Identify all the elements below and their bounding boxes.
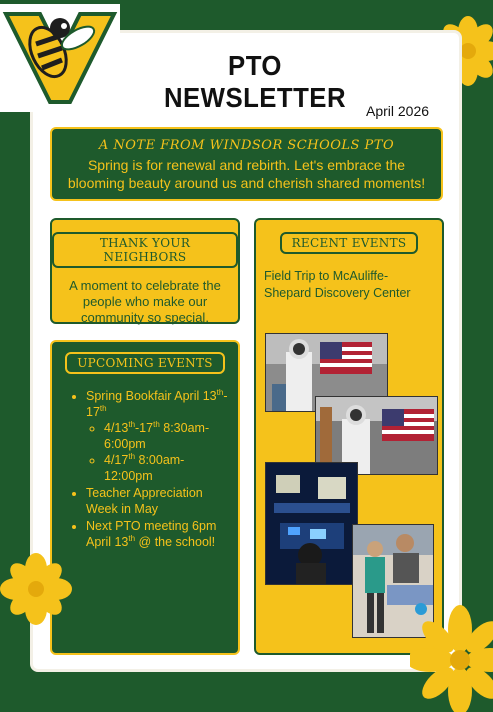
- note-title: A NOTE FROM WINDSOR SCHOOLS PTO: [98, 138, 395, 153]
- list-item-teacher-appreciation: • Teacher Appreciation Week in May: [86, 485, 230, 517]
- thank-neighbors-text: A moment to celebrate the people who make our community so special.: [69, 278, 221, 325]
- logo-container: [0, 4, 120, 112]
- list-item-pto-meeting: • Next PTO meeting 6pm April 13th @ the school!: [86, 518, 230, 550]
- flower-icon-bottom-left: [0, 553, 72, 625]
- note-body: Spring is for renewal and rebirth. Let's embrace the blooming beauty around us and cherish shared moments!: [67, 157, 426, 191]
- pto-note-section: [50, 127, 443, 201]
- recent-events-heading: RECENT EVENTS: [280, 232, 419, 254]
- hornet-mascot-logo-icon: [0, 4, 120, 112]
- issue-date: April 2026: [366, 103, 430, 119]
- upcoming-events-list: [52, 388, 238, 550]
- upcoming-events-heading: UPCOMING EVENTS: [65, 352, 225, 374]
- thank-neighbors-heading: THANK YOUR NEIGHBORS: [52, 232, 238, 268]
- upcoming-events-section: [50, 340, 240, 655]
- photo-simulator: [265, 462, 358, 585]
- recent-events-text: Field Trip to McAuliffe-Shepard Discovery Center: [264, 269, 411, 300]
- flower-icon-bottom-right: [410, 605, 493, 712]
- list-item-bookfair-dates: ◦ 4/13th-17th 8:30am-6:00pm: [104, 420, 230, 452]
- list-item-bookfair-last-day: ◦ 4/17th 8:00am-12:00pm: [104, 452, 230, 484]
- thank-neighbors-section: [50, 218, 240, 324]
- list-item-bookfair: • Spring Bookfair April 13th-17th ◦ 4/13th-17th 8:30am-6:00pm ◦ 4/17th 8:00am-12:00pm: [86, 388, 230, 484]
- page-title: PTO NEWSLETTER: [163, 50, 347, 113]
